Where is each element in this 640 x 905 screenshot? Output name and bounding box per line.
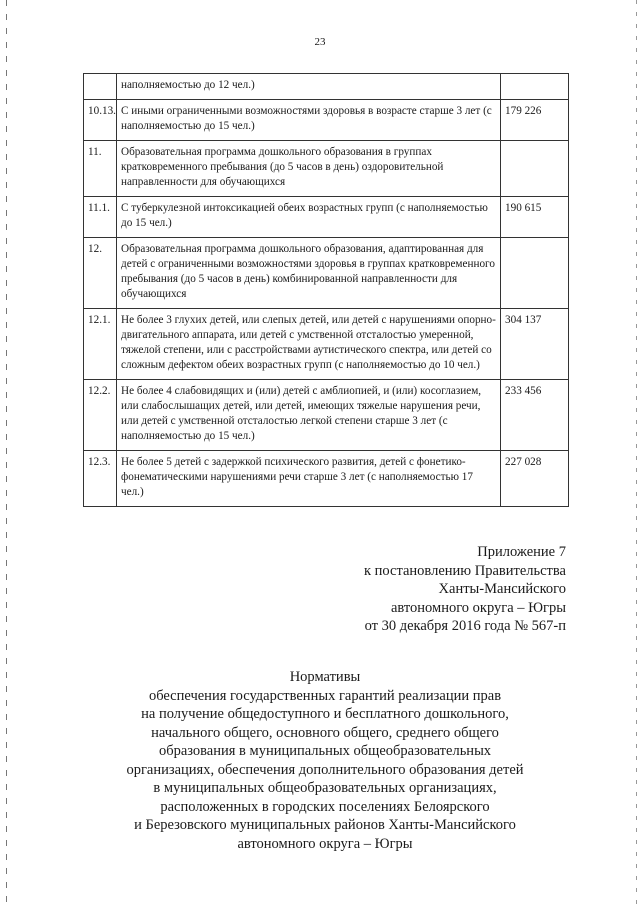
row-description: Не более 3 глухих детей, или слепых детей, или детей с нарушениями опорно-двигательного аппарата, или детей с умственной отсталостью умеренной, тяжелой степени, или с расстройствами аутистического спектра, или детей со сложным дефектом обеих возрастных групп (с наполняемостью до 10 чел.) (117, 309, 501, 380)
table-row (84, 74, 569, 100)
scan-edge-right (636, 0, 637, 905)
title-line: расположенных в городских поселениях Белоярского (160, 798, 490, 815)
appendix-line: к постановлению Правительства (364, 562, 566, 579)
appendix-line: от 30 декабря 2016 года № 567-п (364, 618, 566, 634)
row-value: 304 137 (501, 309, 569, 380)
row-value (501, 238, 569, 309)
row-number: 12.3. (84, 451, 117, 507)
row-number: 12. (84, 238, 117, 309)
table-row (84, 309, 569, 380)
appendix-line: автономного округа – Югры (390, 599, 566, 616)
appendix-line: Приложение 7 (477, 544, 566, 560)
table-row (84, 100, 569, 141)
appendix-header (364, 543, 566, 636)
row-number (84, 74, 117, 100)
table-row (84, 380, 569, 451)
row-value: 233 456 (501, 380, 569, 451)
row-description: Образовательная программа дошкольного образования, адаптированная для детей с ограниченными возможностями здоровья в группах кратковременного пребывания (до 5 часов в день) комбинированной направленности для обучающихся (117, 238, 501, 309)
row-number: 10.13. (84, 100, 117, 141)
row-value: 227 028 (501, 451, 569, 507)
table-row (84, 238, 569, 309)
row-description: наполняемостью до 12 чел.) (117, 74, 501, 100)
norms-table (83, 73, 569, 507)
appendix-line: Ханты-Мансийского (438, 581, 566, 597)
title-line: организациях, обеспечения дополнительного образования детей (126, 761, 524, 778)
title-line: на получение общедоступного и бесплатного дошкольного, (141, 706, 509, 722)
row-value (501, 74, 569, 100)
row-number: 11. (84, 141, 117, 197)
row-description: Не более 5 детей с задержкой психического развития, детей с фонетико-фонематическими нарушениями речи старше 3 лет (с наполняемостью 17 чел.) (117, 451, 501, 507)
table-row (84, 141, 569, 197)
row-number: 12.2. (84, 380, 117, 451)
title-line: начального общего, основного общего, среднего общего (151, 724, 499, 741)
title-line: в муниципальных общеобразовательных организациях, (153, 780, 497, 796)
table-row (84, 451, 569, 507)
row-description: Образовательная программа дошкольного образования в группах кратковременного пребывания (до 5 часов в день) оздоровительной направленности для обучающихся (117, 141, 501, 197)
document-title (95, 668, 555, 853)
row-value (501, 141, 569, 197)
row-value: 179 226 (501, 100, 569, 141)
title-heading: Нормативы (289, 669, 361, 685)
title-line: обеспечения государственных гарантий реализации прав (148, 687, 502, 704)
row-number: 12.1. (84, 309, 117, 380)
title-line: образования в муниципальных общеобразовательных (158, 743, 492, 759)
row-number: 11.1. (84, 197, 117, 238)
table-row (84, 197, 569, 238)
title-line: и Березовского муниципальных районов Ханты-Мансийского (134, 817, 516, 833)
row-description: Не более 4 слабовидящих и (или) детей с амблиопией, и (или) косоглазием, или слабослышащих детей, или детей, имеющих тяжелые нарушения речи, или детей с умственной отсталостью легкой степени старше 3 лет (с наполняемостью до 15 чел.) (117, 380, 501, 451)
row-value: 190 615 (501, 197, 569, 238)
title-line: автономного округа – Югры (237, 835, 413, 852)
page-number: 23 (314, 36, 326, 48)
scan-edge-left (6, 0, 7, 905)
row-description: С туберкулезной интоксикацией обеих возрастных групп (с наполняемостью до 15 чел.) (117, 197, 501, 238)
row-description: С иными ограниченными возможностями здоровья в возрасте старше 3 лет (с наполняемостью до 15 чел.) (117, 100, 501, 141)
